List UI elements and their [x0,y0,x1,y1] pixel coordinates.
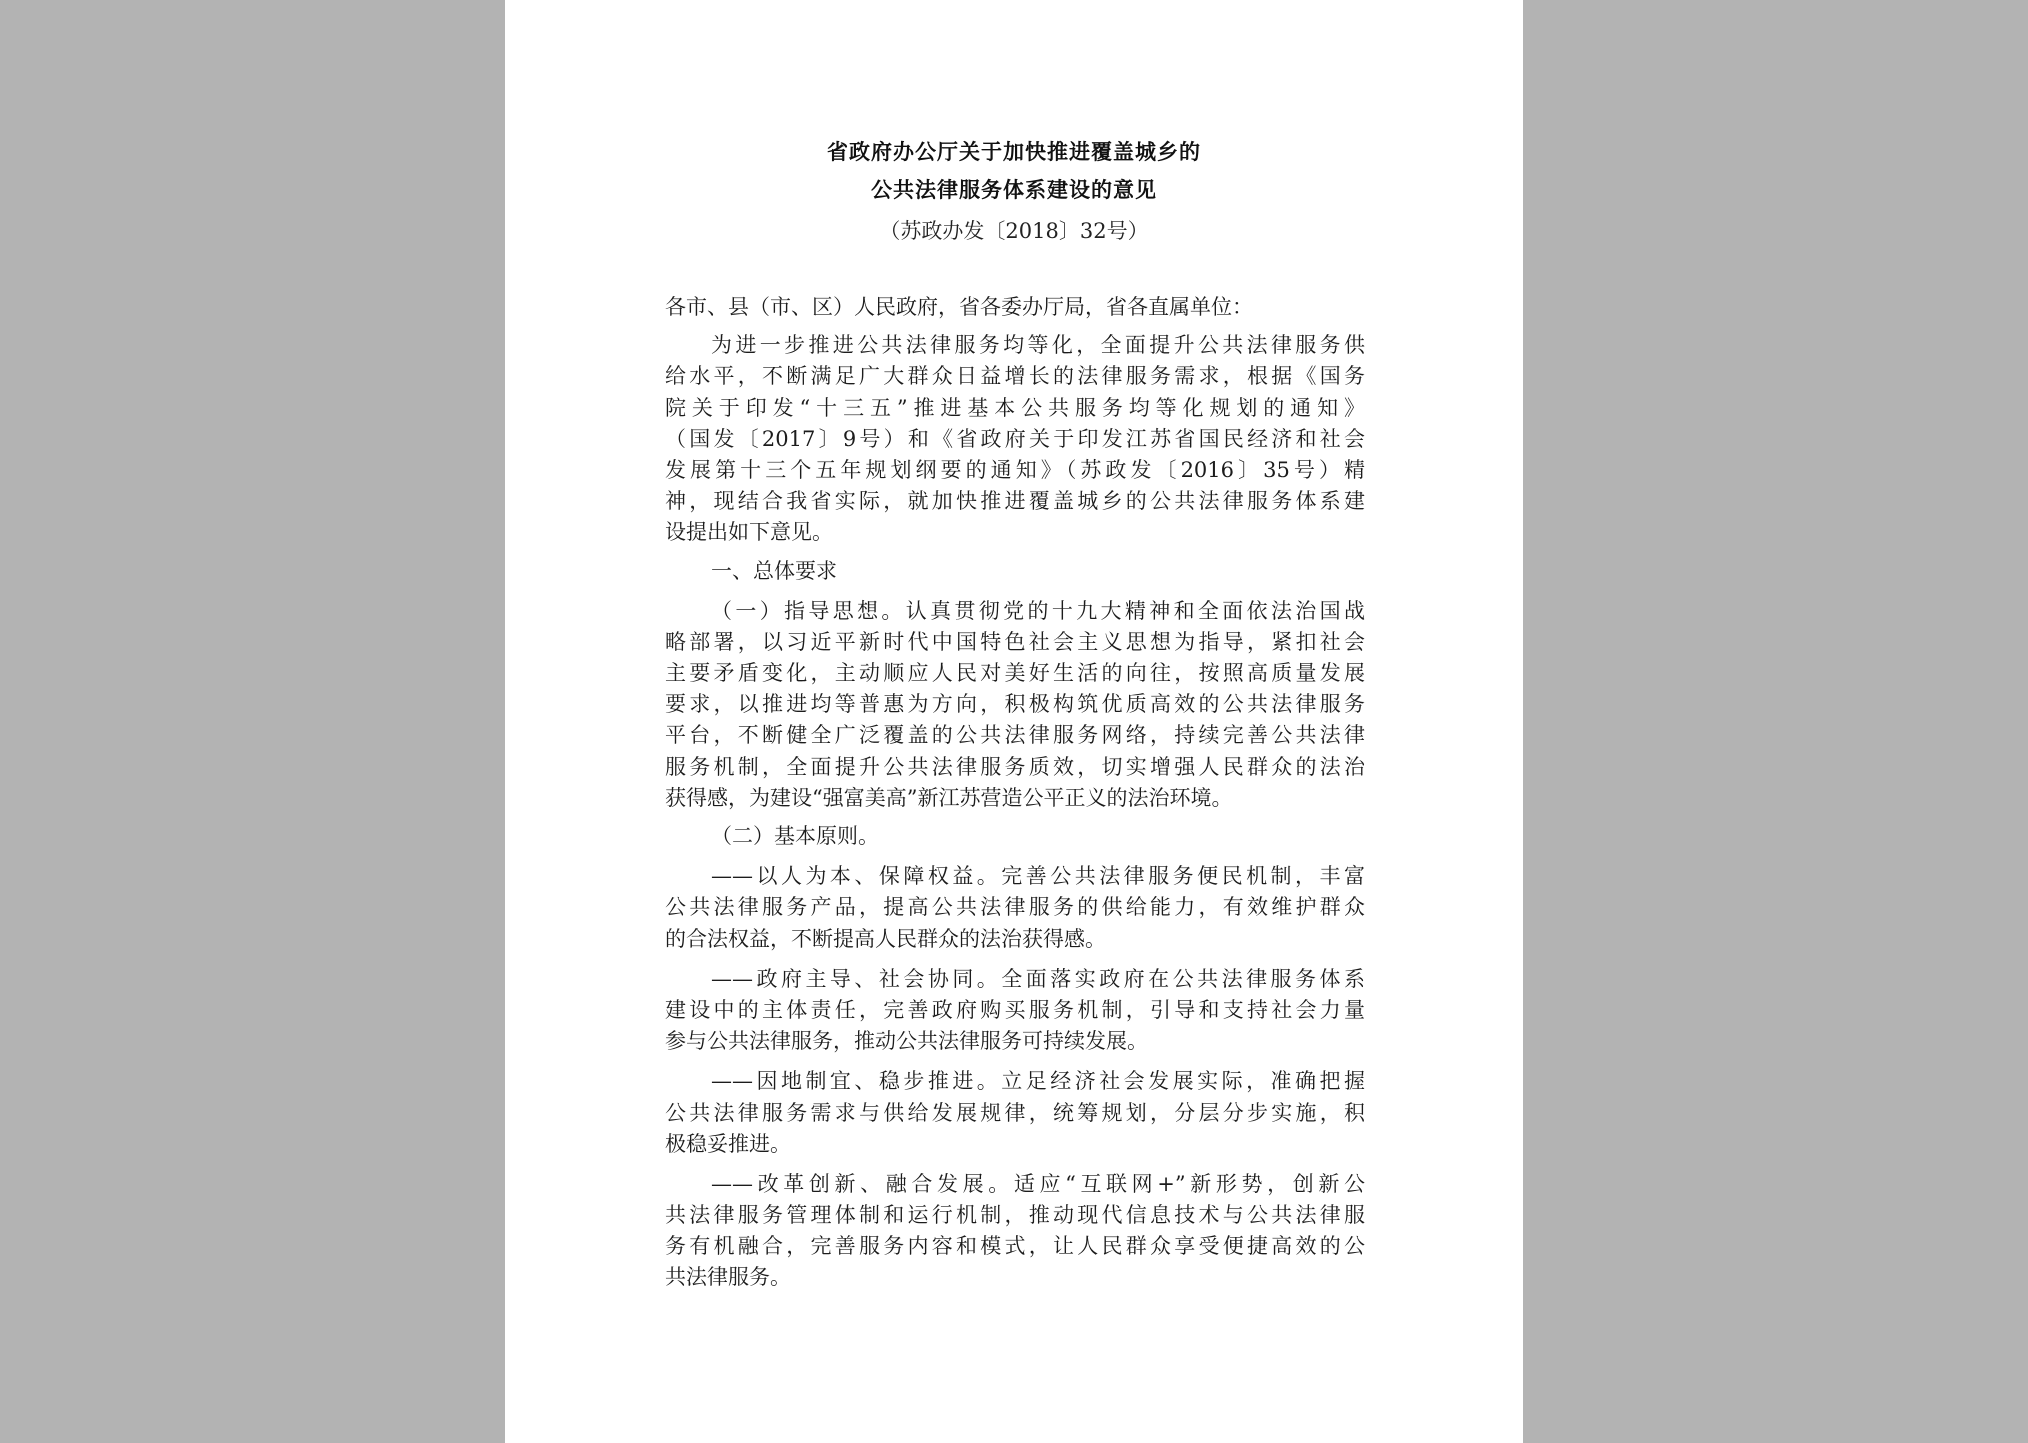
intro-paragraph [665,330,1365,548]
paragraph-line: （国发〔2017〕9号）和《省政府关于印发江苏省国民经济和社会 [665,426,1365,451]
document-title-line1: 省政府办公厅关于加快推进覆盖城乡的 [827,140,1201,164]
paragraph-line: ——以人为本、保障权益。完善公共法律服务便民机制，丰富 [711,864,1365,889]
paragraph-line: ——因地制宜、稳步推进。立足经济社会发展实际，准确把握 [711,1069,1365,1094]
paragraph-line: 平台，不断健全广泛覆盖的公共法律服务网络，持续完善公共法律 [665,723,1365,748]
paragraph-line: 院关于印发“十三五”推进基本公共服务均等化规划的通知》 [665,395,1365,420]
principles-heading-block [665,821,1365,852]
paragraph-line: 服务机制，全面提升公共法律服务质效，切实增强人民群众的法治 [665,754,1365,779]
section1-heading: 一、总体要求 [711,558,837,583]
section-heading [665,556,1365,587]
paragraph-line: 公共法律服务需求与供给发展规律，统筹规划，分层分步实施，积 [665,1100,1365,1125]
principle-paragraph-1 [665,861,1365,955]
document-title-line2: 公共法律服务体系建设的意见 [871,178,1157,202]
paragraph-line: 的合法权益，不断提高人民群众的法治获得感。 [665,926,1106,951]
paragraph-line: 获得感，为建设“强富美高”新江苏营造公平正义的法治环境。 [665,785,1233,810]
paragraph-line: 略部署，以习近平新时代中国特色社会主义思想为指导，紧扣社会 [665,629,1365,654]
principle-paragraph-2 [665,964,1365,1058]
addressee-line: 各市、县（市、区）人民政府，省各委办厅局，省各直属单位： [665,295,1253,319]
paragraph-line: 要求，以推进均等普惠为方向，积极构筑优质高效的公共法律服务 [665,692,1365,717]
document-page [505,0,1523,1443]
paragraph-line: ——改革创新、融合发展。适应“互联网+”新形势，创新公 [711,1171,1365,1196]
paragraph-line: （一）指导思想。认真贯彻党的十九大精神和全面依法治国战 [711,598,1365,623]
principles-heading: （二）基本原则。 [711,824,879,848]
document-number: （苏政办发〔2018〕32号） [879,219,1149,243]
principle-paragraph-4 [665,1169,1365,1294]
paragraph-line: 建设中的主体责任，完善政府购买服务机制，引导和支持社会力量 [665,997,1365,1022]
paragraph-line: 主要矛盾变化，主动顺应人民对美好生活的向往，按照高质量发展 [665,661,1365,686]
paragraph-line: 共法律服务管理体制和运行机制，推动现代信息技术与公共法律服 [665,1203,1365,1228]
paragraph-line: 给水平，不断满足广大群众日益增长的法律服务需求，根据《国务 [665,364,1365,389]
paragraph-line: ——政府主导、社会协同。全面落实政府在公共法律服务体系 [711,966,1365,991]
paragraph-line: 神，现结合我省实际，就加快推进覆盖城乡的公共法律服务体系建 [665,489,1365,514]
paragraph-line: 公共法律服务产品，提高公共法律服务的供给能力，有效维护群众 [665,895,1365,920]
paragraph-line: 发展第十三个五年规划纲要的通知》（苏政发〔2016〕35号）精 [665,457,1365,482]
document-body [665,292,1365,1294]
guiding-ideology-paragraph [665,596,1365,814]
paragraph-line: 为进一步推进公共法律服务均等化，全面提升公共法律服务供 [711,333,1365,358]
paragraph-line: 极稳妥推进。 [665,1131,791,1156]
paragraph-line: 共法律服务。 [665,1265,791,1290]
paragraph-line: 务有机融合，完善服务内容和模式，让人民群众享受便捷高效的公 [665,1234,1365,1259]
principle-paragraph-3 [665,1066,1365,1160]
paragraph-line: 设提出如下意见。 [665,520,833,545]
paragraph-line: 参与公共法律服务，推动公共法律服务可持续发展。 [665,1029,1148,1054]
